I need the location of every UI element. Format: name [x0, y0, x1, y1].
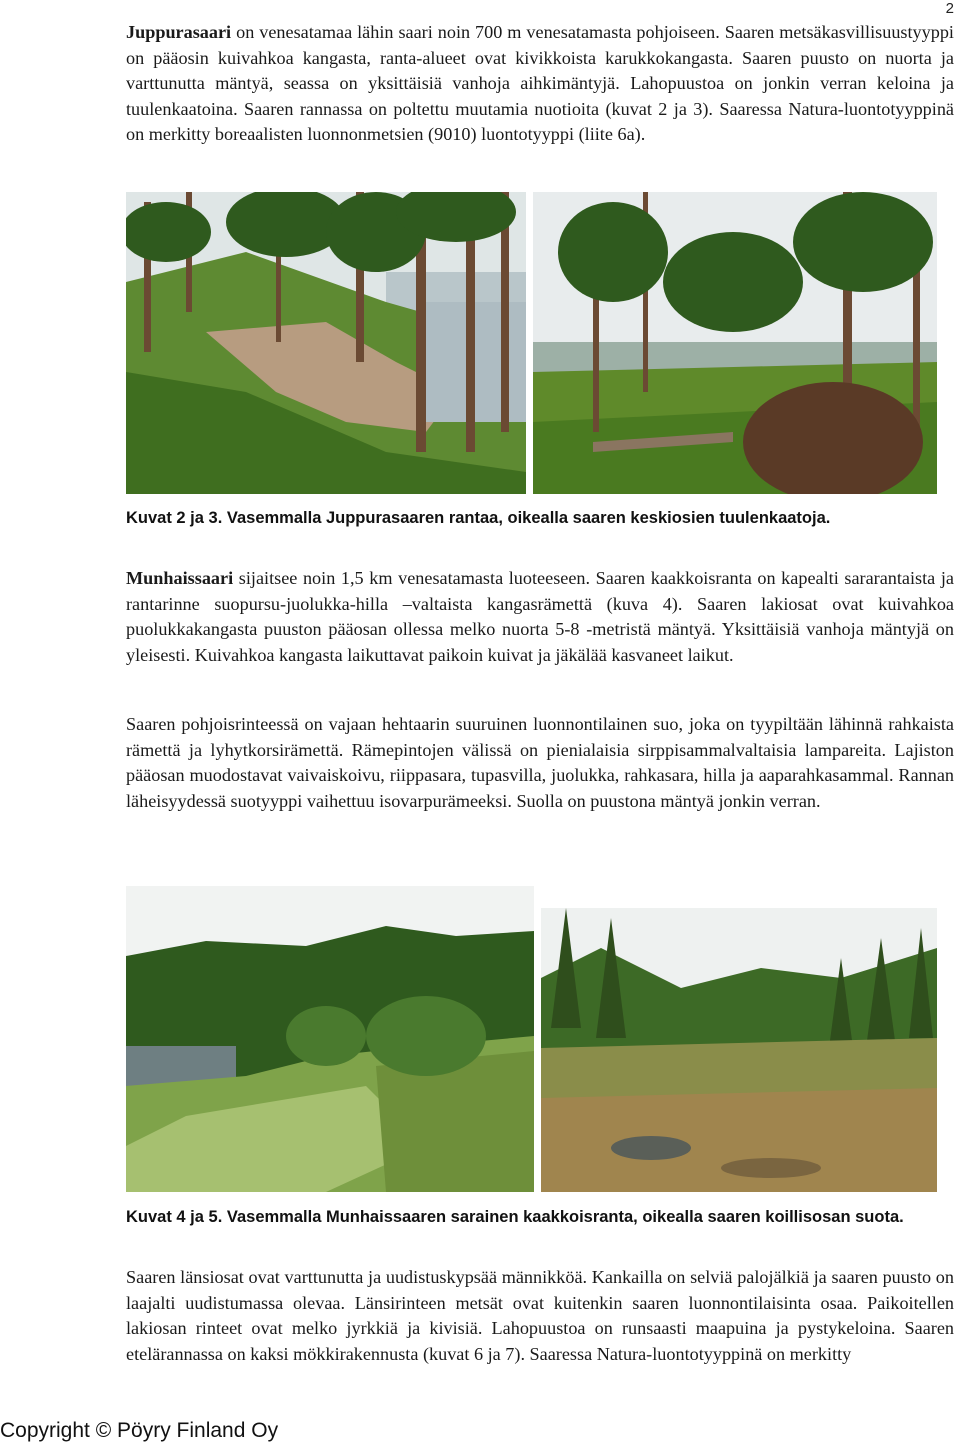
place-name-juppurasaari: Juppurasaari: [126, 22, 232, 42]
place-name-munhaissaari: Munhaissaari: [126, 568, 234, 588]
paragraph-text: sijaitsee noin 1,5 km venesatamasta luoteeseen. Saaren kaakkoisranta on kapealti sararantaista ja rantarinne suopursu-juolukka-hilla –valtaista kangasrämettä (kuva 4). Saaren lakiosat ovat kuivahkoa puolukkakangasta puuston pääosan ollessa melko nuorta 5-8 -metristä mäntyä. Yksittäisiä vanhoja mäntyjä on yleisesti. Kuivahkoa kangasta laikuttavat paikoin kuivat ja jäkälää kasvaneet laikut.: [126, 568, 954, 665]
paragraph-text: on venesatamaa lähin saari noin 700 m venesatamasta pohjoiseen. Saaren metsäkasvillisuustyyppi on pääosin kuivahkoa kangasta, ranta-alueet ovat kivikkoista karukkokangasta. Saaren puusto on nuorta ja varttunutta mäntyä, seassa on yksittäisiä vanhoja aihkimäntyjä. Lahopuustoa on jonkin verran keloina ja tuulenkaatoina. Saaren rannassa on poltettu muutamia nuotioita (kuvat 2 ja 3). Saaressa Natura-luontotyyppinä on merkitty boreaalisten luonnonmetsien (9010) luontotyyppi (liite 6a).: [126, 22, 954, 144]
paragraph-western-parts: Saaren länsiosat ovat varttunutta ja uudistuskypsää männikköä. Kankailla on selviä palojälkiä ja saaren puusto on laajalti uudistumassa olevaa. Länsirinteen metsät ovat kuitenkin saaren luonnontilaisinta osaa. Paikoitellen lakiosan rinteet ovat melko jyrkkiä ja kivisiä. Lahopuustoa on runsaasti maapuina ja pystykeloina. Saaren etelärannassa on kaksi mökkirakennusta (kuvat 6 ja 7). Saaressa Natura-luontotyyppinä on merkitty: [126, 1267, 954, 1364]
caption-photos-4-5: Kuvat 4 ja 5. Vasemmalla Munhaissaaren sarainen kaakkoisranta, oikealla saaren koillisosan suota.: [126, 1208, 904, 1226]
caption-photos-2-3: Kuvat 2 ja 3. Vasemmalla Juppurasaaren rantaa, oikealla saaren keskiosien tuulenkaatoja.: [126, 509, 831, 527]
photo-windfall-trees: [533, 192, 937, 494]
photo-bog: [541, 908, 937, 1192]
paragraph-bog: Saaren pohjoisrinteessä on vajaan hehtaarin suuruinen luonnontilainen suo, joka on tyypiltään lähinnä rahkaista rämettä ja lyhytkorsirämettä. Rämepintojen välissä on pienialaisia sirppisammalvaltaisia lampareita. Lajiston pääosan muodostavat vaivaiskoivu, riippasara, tupasvilla, juolukka, rahkasara, hilla ja aaparahkasammal. Rannan läheisyydessä suotyyppi vaihettuu isovarpurämeeksi. Suolla on puustona mäntyä jonkin verran.: [126, 714, 954, 811]
page-number: 2: [945, 0, 954, 17]
paragraph-juppurasaari: [126, 20, 954, 148]
copyright-footer: Copyright © Pöyry Finland Oy: [0, 1419, 279, 1442]
paragraph-munhaissaari: [126, 566, 954, 668]
photo-juppurasaari-shore: [126, 192, 526, 494]
photo-munhaissaari-shore: [126, 886, 534, 1192]
